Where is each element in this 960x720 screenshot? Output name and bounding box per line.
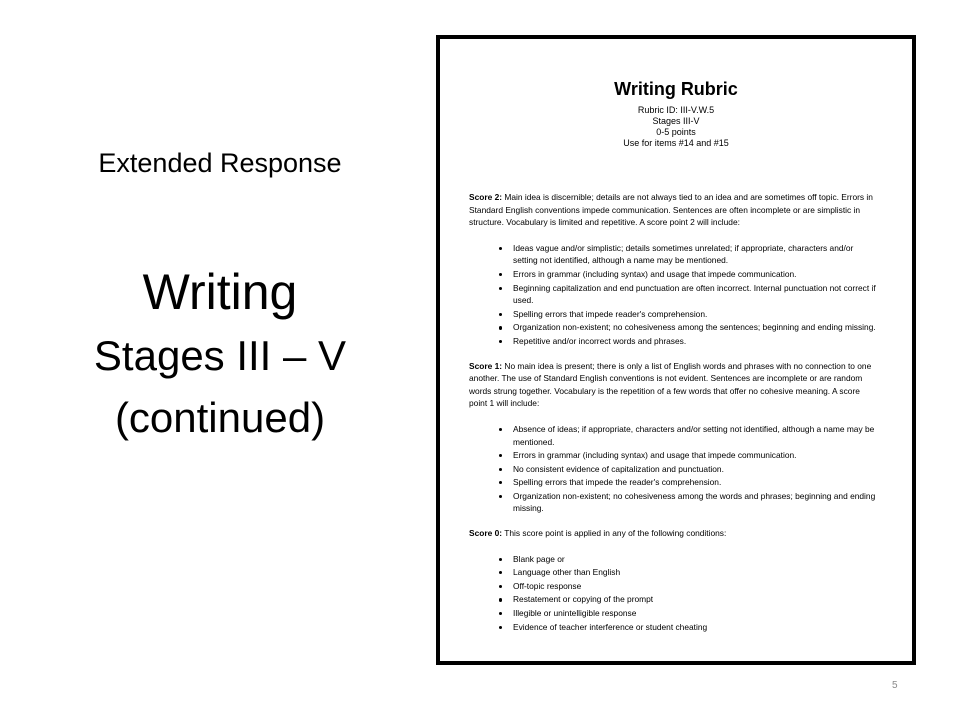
slide-page-number: 5: [892, 680, 898, 691]
list-item: Spelling errors that impede the reader's comprehension.: [499, 476, 879, 489]
score-2-label: Score 2:: [469, 192, 503, 202]
list-item: Ideas vague and/or simplistic; details sometimes unrelated; if appropriate, characters and/or setting not identified, although a name may be mentioned.: [499, 242, 879, 267]
list-item: Organization non-existent; no cohesiveness among the sentences; beginning and ending missing.: [499, 321, 879, 334]
list-item: Repetitive and/or incorrect words and phrases.: [499, 335, 879, 348]
score-1-description: [469, 360, 879, 410]
rubric-document-image: [436, 35, 916, 665]
list-item: Off-topic response: [499, 580, 879, 593]
score-1-label: Score 1:: [469, 360, 503, 371]
rubric-items: Use for items #14 and #15: [623, 138, 729, 148]
rubric-stages: Stages III-V: [652, 116, 700, 126]
slide-subtitle: Extended Response: [98, 148, 342, 178]
list-item: Spelling errors that impede reader's comprehension.: [499, 308, 879, 321]
score-2-criteria-list: [469, 242, 879, 348]
score-0-text: This score point is applied in any of the following conditions:: [504, 528, 727, 539]
slide-title: Writing: [142, 264, 298, 320]
list-item: Errors in grammar (including syntax) and usage that impede communication.: [499, 449, 879, 462]
score-1-criteria-list: [469, 423, 879, 515]
list-item: Restatement or copying of the prompt: [499, 593, 879, 606]
list-item: Evidence of teacher interference or student cheating: [499, 621, 879, 634]
score-2-description: [469, 191, 879, 229]
rubric-id: Rubric ID: III-V.W.5: [637, 105, 715, 115]
score-0-description: [469, 527, 879, 540]
slide-title-continued: (continued): [114, 394, 326, 441]
list-item: Organization non-existent; no cohesiveness among the words and phrases; beginning and ending missing.: [499, 490, 879, 515]
score-1-text: No main idea is present; there is only a list of English words and phrases with no connection to one another. The use of Standard English conventions is not evident. Sentences are incomplete or are random words strung together. Vocabulary is the repetition of a few words that offer no cohesive meaning. A score point 1 will include:: [469, 360, 872, 409]
list-item: Errors in grammar (including syntax) and usage that impede communication.: [499, 268, 879, 281]
score-0-label: Score 0:: [469, 528, 503, 539]
score-0-criteria-list: [469, 553, 879, 634]
list-item: Blank page or: [499, 553, 879, 566]
rubric-body: [469, 191, 879, 645]
list-item: Illegible or unintelligible response: [499, 607, 879, 620]
list-item: Language other than English: [499, 566, 879, 579]
slide-title-stages: Stages III – V: [93, 332, 347, 379]
list-item: Absence of ideas; if appropriate, characters and/or setting not identified, although a name may be mentioned.: [499, 423, 879, 448]
rubric-header: [440, 79, 912, 149]
rubric-title: Writing Rubric: [614, 79, 738, 99]
list-item: No consistent evidence of capitalization and punctuation.: [499, 463, 879, 476]
list-item: Beginning capitalization and end punctuation are often incorrect. Internal punctuation not correct if used.: [499, 282, 879, 307]
rubric-points: 0-5 points: [656, 127, 696, 137]
score-2-text: Main idea is discernible; details are not always tied to an idea and are sometimes off topic. Errors in Standard English conventions impede communication. Sentences are often incomplete or are simplistic in structure. Vocabulary is limited and repetitive. A score point 2 will include:: [469, 192, 873, 228]
